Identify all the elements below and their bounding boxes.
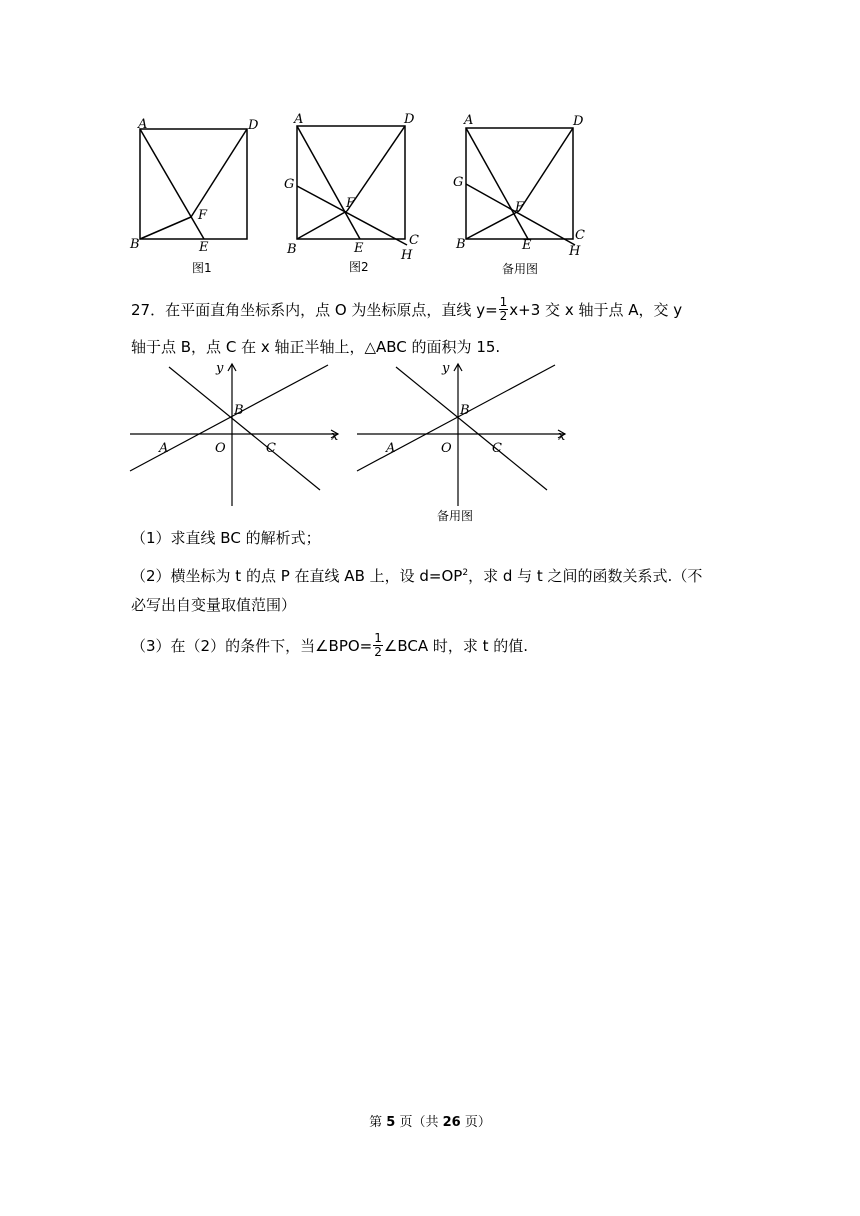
label-g: G [284, 177, 295, 192]
label-f: F [515, 200, 525, 215]
label-d: D [248, 118, 259, 133]
fraction-one-half [499, 296, 509, 323]
segment-gh [297, 186, 407, 245]
fraction-numerator: 1 [499, 295, 508, 309]
label-c: C [266, 441, 276, 456]
question-2-line-2 [131, 594, 296, 616]
footer-mid: 页（共 [395, 1115, 443, 1130]
square-figure-2 [283, 108, 433, 276]
question-1 [131, 527, 321, 549]
label-g: G [453, 175, 464, 190]
label-h: H [401, 248, 413, 263]
footer-page-number: 5 [386, 1115, 396, 1130]
problem-line-1 [131, 297, 682, 324]
label-a: A [159, 441, 169, 456]
label-c: C [575, 228, 585, 243]
label-c: C [492, 441, 502, 456]
label-e: E [354, 241, 364, 256]
superscript: 2 [462, 568, 469, 578]
label-d: D [573, 114, 584, 129]
label-y: y [442, 361, 450, 376]
problem-line-2 [131, 336, 500, 358]
footer-post: 页） [460, 1115, 491, 1130]
coordinate-figure-spare [355, 360, 570, 525]
segment-df [347, 126, 405, 211]
label-b: B [287, 242, 297, 257]
question-2 [131, 562, 702, 587]
segment-bf [140, 217, 191, 239]
fraction-one-half [373, 632, 383, 659]
problem-text-b: x+3 交 x 轴于点 A，交 y [509, 301, 683, 319]
segment-bf [297, 211, 347, 239]
square-abcd [140, 129, 247, 239]
fraction-denominator: 2 [374, 645, 382, 659]
figure-caption: 图1 [192, 261, 212, 275]
segment-df [191, 129, 247, 217]
label-f: F [346, 196, 356, 211]
segment-bf [466, 211, 519, 239]
coordinate-figure-1 [128, 360, 343, 508]
label-x: x [331, 429, 339, 444]
footer-total-pages: 26 [442, 1115, 461, 1130]
square-figure-1 [128, 112, 288, 278]
line-bc [396, 367, 547, 490]
label-x: x [558, 429, 566, 444]
question-3-text-b: ∠BCA 时，求 t 的值. [383, 637, 529, 655]
figure-caption: 图2 [349, 260, 369, 274]
question-2-text-a: （2）横坐标为 t 的点 P 在直线 AB 上，设 d=OP [131, 567, 463, 585]
segment-ae [140, 129, 204, 239]
label-c: C [409, 233, 419, 248]
label-d: D [404, 112, 415, 127]
segment-df [519, 128, 573, 211]
label-a: A [386, 441, 396, 456]
label-b: B [456, 237, 466, 252]
line-bc [169, 367, 320, 490]
label-h: H [569, 244, 581, 259]
page-footer [0, 1111, 860, 1130]
label-o: O [441, 441, 452, 456]
question-2-text-b: ，求 d 与 t 之间的函数关系式.（不 [468, 567, 703, 585]
label-b: B [460, 403, 470, 418]
question-2-text-c: 必写出自变量取值范围） [131, 596, 297, 614]
label-e: E [522, 238, 532, 253]
label-e: E [199, 240, 209, 255]
label-f: F [198, 208, 208, 223]
label-a: A [294, 112, 304, 127]
problem-text-c: 轴于点 B，点 C 在 x 轴正半轴上，△ABC 的面积为 15. [131, 338, 501, 356]
problem-text-a: 27．在平面直角坐标系内，点 O 为坐标原点，直线 y= [131, 301, 498, 319]
label-b: B [234, 403, 244, 418]
label-y: y [216, 361, 224, 376]
square-figure-spare [452, 108, 602, 278]
label-a: A [138, 117, 148, 132]
question-3-text-a: （3）在（2）的条件下，当∠BPO= [131, 637, 373, 655]
figure-caption: 备用图 [502, 262, 539, 276]
question-3 [131, 633, 528, 660]
label-o: O [215, 441, 226, 456]
label-b: B [130, 237, 140, 252]
figure-caption: 备用图 [437, 509, 474, 523]
label-a: A [464, 113, 474, 128]
footer-pre: 第 [369, 1115, 387, 1130]
fraction-denominator: 2 [499, 309, 508, 323]
fraction-numerator: 1 [374, 631, 382, 645]
question-1-text: （1）求直线 BC 的解析式； [131, 529, 321, 547]
